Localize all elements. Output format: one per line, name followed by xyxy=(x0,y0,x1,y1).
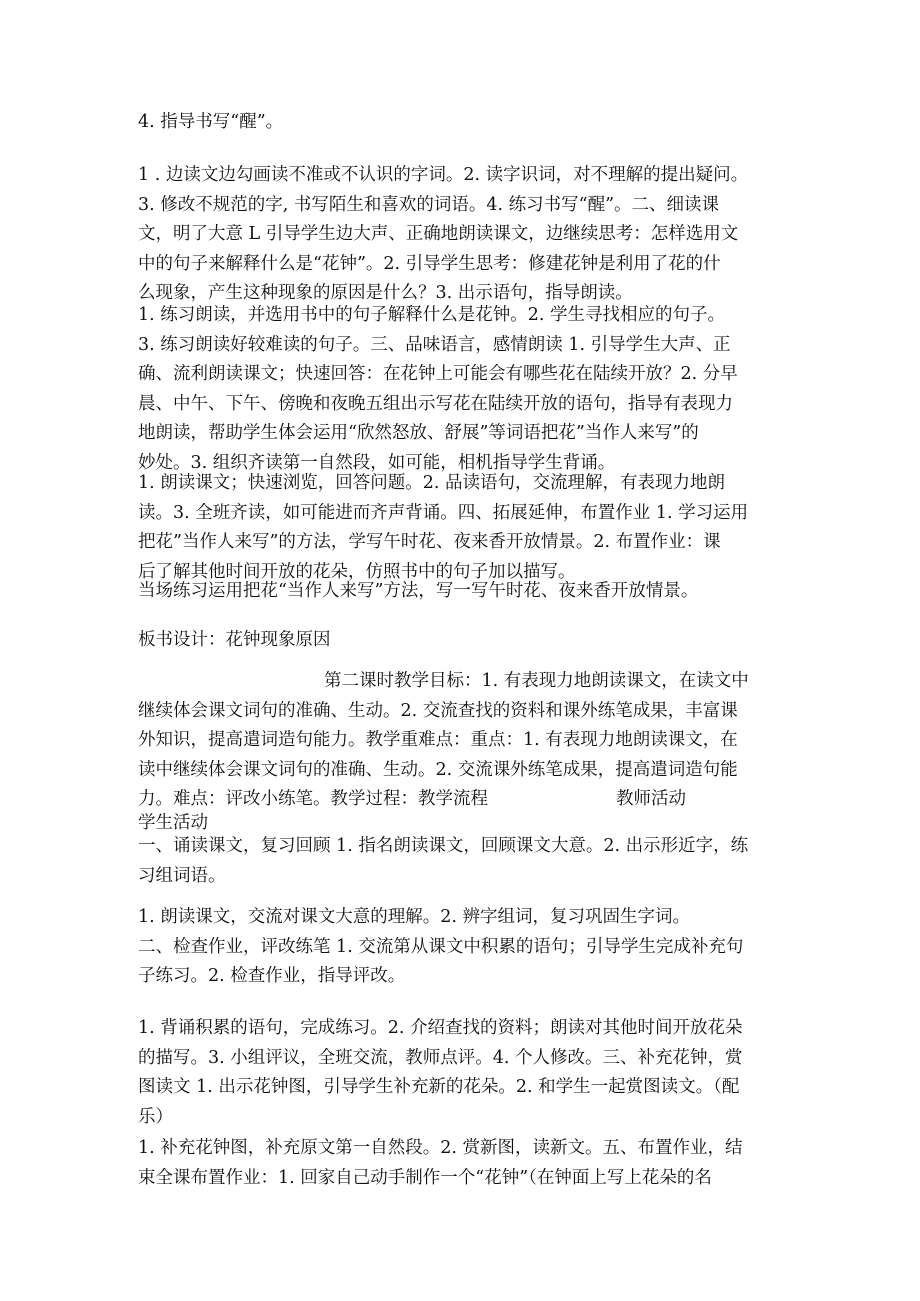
text-line-part: 教师活动 xyxy=(616,789,686,809)
text-line: 习组词语。 xyxy=(138,865,226,886)
paragraph-7 xyxy=(138,667,778,838)
text-line: 晨、中午、下午、傍晚和夜晚五组出示写花在陆续开放的语句，指导有表现力 xyxy=(138,393,733,414)
text-line: 文，明了大意 L 引导学生边大声、正确地朗读课文，边继续思考：怎样选用文 xyxy=(138,224,739,244)
text-line: 学生活动 xyxy=(138,812,208,833)
paragraph-3 xyxy=(138,301,778,478)
text-line-part: 力。难点：评改小练笔。教学过程：教学流程 xyxy=(138,789,488,809)
paragraph-10 xyxy=(138,1014,778,1132)
paragraph-2 xyxy=(138,161,778,309)
text-line: 把花”当作人来写”的方法，学写午时花、夜来香开放情景。2. 布置作业：课 xyxy=(138,532,721,552)
text-line: 1. 背诵积累的语句，完成练习。2. 介绍查找的资料；朗读对其他时间开放花朵 xyxy=(138,1018,743,1038)
text-line: 的描写。3. 小组评议，全班交流，教师点评。4. 个人修改。三、补充花钟，赏 xyxy=(138,1047,743,1068)
text-line: 妙处。3. 组织齐读第一自然段，如可能，相机指导学生背诵。 xyxy=(138,452,616,473)
text-line xyxy=(138,785,778,815)
text-line: 板书设计：花钟现象原因 xyxy=(138,630,331,650)
text-line: 读中继续体会课文词句的准确、生动。2. 交流课外练笔成果，提高遣词造句能 xyxy=(138,759,738,780)
text-line: 中的句子来解释什么是“花钟”。2. 引导学生思考：修建花钟是利用了花的什 xyxy=(138,253,721,274)
text-line: 确、流利朗读课文；快速回答：在花钟上可能会有哪些花在陆续开放？2. 分早 xyxy=(138,364,738,384)
paragraph-9 xyxy=(138,903,778,992)
text-line: 后了解其他时间开放的花朵，仿照书中的句子加以描写。 xyxy=(138,561,576,582)
paragraph-5 xyxy=(138,577,778,607)
text-line: 1 . 边读文边勾画读不准或不认识的字词。2. 读字识词，对不理解的提出疑问。 xyxy=(138,165,749,185)
text-line: 子练习。2. 检查作业，指导评改。 xyxy=(138,966,406,986)
text-line: 1. 朗读课文，交流对课文大意的理解。2. 辨字组词，复习巩固生字词。 xyxy=(138,907,691,927)
paragraph-11 xyxy=(138,1134,778,1193)
paragraph-1 xyxy=(138,108,778,138)
text-line: 继续体会课文词句的准确、生动。2. 交流查找的资料和课外练笔成果，丰富课 xyxy=(138,700,738,721)
text-line: 第二课时教学目标：1. 有表现力地朗读课文，在读文中 xyxy=(324,671,749,691)
text-line: 1. 练习朗读，并选用书中的句子解释什么是花钟。2. 学生寻找相应的句子。 xyxy=(138,305,726,325)
text-line: 么现象，产生这种现象的原因是什么？3. 出示语句，指导朗读。 xyxy=(138,283,633,303)
text-line: 束全课布置作业：1. 回家自己动手制作一个“花钟”（在钟面上写上花朵的名 xyxy=(138,1167,712,1188)
paragraph-4 xyxy=(138,469,778,587)
text-line: 3. 练习朗读好较难读的句子。三、品味语言，感情朗读 1. 引导学生大声、正 xyxy=(138,334,731,355)
paragraph-6 xyxy=(138,626,778,656)
text-line: 一、诵读课文，复习回顾 1. 指名朗读课文，回顾课文大意。2. 出示形近字，练 xyxy=(138,836,749,856)
paragraph-8 xyxy=(138,832,778,891)
text-line: 1. 补充花钟图，补充原文第一自然段。2. 赏新图，读新文。五、布置作业，结 xyxy=(138,1138,743,1158)
text-line: 乐） xyxy=(138,1106,173,1127)
text-line: 1. 朗读课文；快速浏览，回答问题。2. 品读语句，交流理解，有表现力地朗 xyxy=(138,473,726,493)
text-line: 地朗读，帮助学生体会运用“欣然怒放、舒展”等词语把花”当作人来写”的 xyxy=(138,423,699,443)
text-line: 3. 修改不规范的字, 书写陌生和喜欢的词语。4. 练习书写“醒”。二、细读课 xyxy=(138,194,720,215)
text-line: 图读文 1. 出示花钟图，引导学生补充新的花朵。2. 和学生一起赏图读文。（配 xyxy=(138,1077,740,1097)
text-line: 当场练习运用把花“当作人来写”方法，写一写午时花、夜来香开放情景。 xyxy=(138,581,699,601)
text-line: 4. 指导书写“醒”。 xyxy=(138,112,284,132)
text-line: 外知识，提高遣词造句能力。教学重难点：重点：1. 有表现力地朗读课文，在 xyxy=(138,730,738,750)
text-line: 读。3. 全班齐读，如可能进而齐声背诵。四、拓展延伸，布置作业 1. 学习运用 xyxy=(138,502,749,523)
text-line: 二、检查作业，评改练笔 1. 交流第从课文中积累的语句；引导学生完成补充句 xyxy=(138,936,744,957)
